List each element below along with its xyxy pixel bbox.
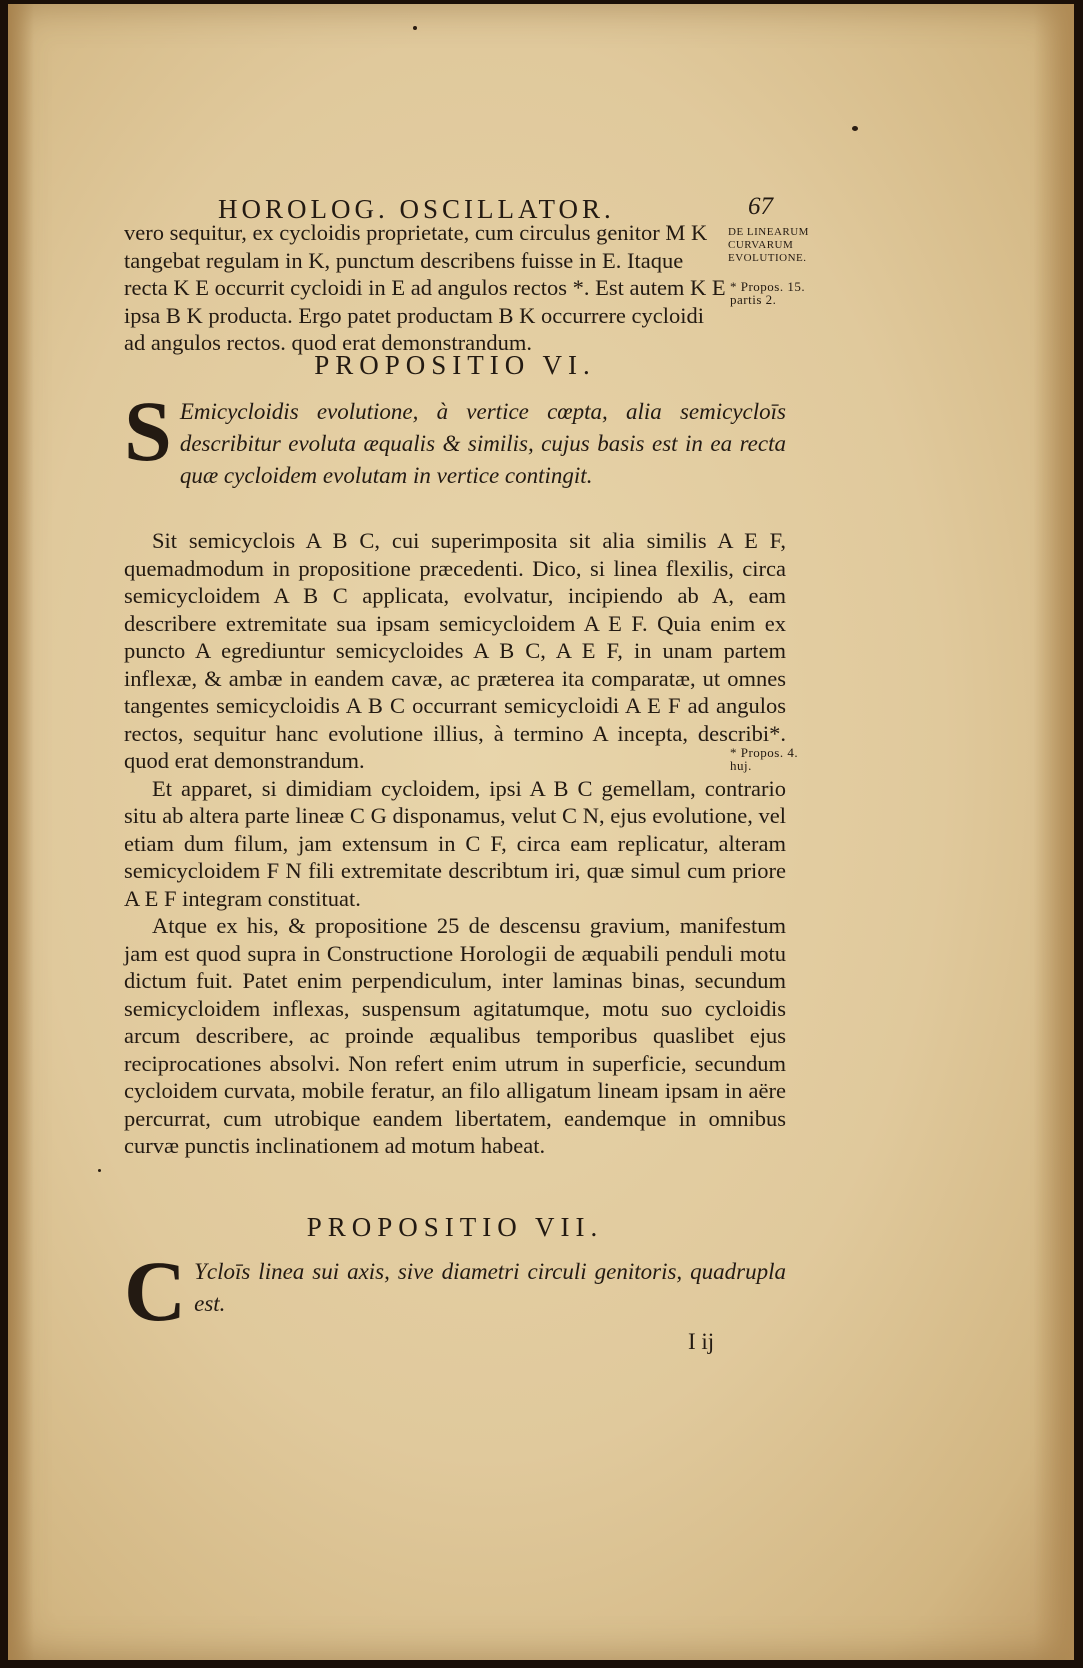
paragraph: Atque ex his, & propositione 25 de descensu gravium, manifestum jam est quod supra in Constructione Horologii de æquabili penduli motu dictum fuit. Patet enim perpendiculum, inter laminas binas, secundum semicycloidem inflexas, suspensum agitatumque, motu suo cycloidis arcum describere, ac proinde æqualibus temporibus quaslibet ejus reciprocationes absolvi. Non refert enim utrum in superficie, secundum cycloidem curvata, mobile feratur, an filo alligatum lineam ipsam in aëre percurrat, cum utrobique eandem libertatem, eandemque in omnibus curvæ punctis inclinationem ad motum habeat.: [124, 913, 786, 1158]
continuation-text: [124, 219, 786, 357]
proposition-enunciation: [124, 1243, 786, 1339]
ink-spot: [852, 126, 858, 131]
text-line: vero sequitur, ex cycloidis proprietate, cum circulus genitor M K: [124, 220, 708, 245]
margin-line: DE LINEARUM: [728, 226, 809, 238]
running-title: HOROLOG. OSCILLATOR.: [218, 194, 615, 224]
margin-line: CURVARUM: [728, 239, 794, 251]
proposition-title: PROPOSITIO VII.: [306, 1212, 604, 1242]
drop-cap: C: [124, 1243, 187, 1339]
paragraph: Sit semicyclois A B C, cui superimposita sit alia similis A E F, quemadmodum in propositione præcedenti. Dico, si linea flexilis, circa semicycloidem A B C applicata, evolvatur, incipiendo ab A, eam describere extremitate sua ipsam semicycloidem A E F. Quia enim ex puncto A egrediuntur semicycloides A B C, A E F, in unam partem inflexæ, & ambæ in eandem cavæ, ac præterea ita comparatæ, ut omnes tangentes semicycloidis A B C occurrant semicycloidi A E F ad angulos rectos, sequitur hanc evolutione illius, à termino A incepta, describi*. quod erat demonstrandum.: [124, 528, 786, 773]
ink-spot: [98, 1169, 101, 1172]
page-left-edge-shadow: [8, 4, 34, 1660]
margin-line: * Propos. 15.: [730, 279, 806, 294]
margin-line: EVOLUTIONE.: [728, 252, 807, 264]
page-right-edge-shadow: [1034, 4, 1074, 1660]
signature-mark: I ij: [688, 1329, 715, 1354]
enunciation-text: Emicycloidis evolutione, à vertice cœpta, alia semicycloīs describitur evoluta æqualis & similis, cujus basis est in ea recta quæ cycloidem evolutam in vertice contingit.: [179, 399, 786, 488]
text-line: ad angulos rectos. quod erat demonstrandum.: [124, 330, 533, 355]
paragraph: Et apparet, si dimidiam cycloidem, ipsi A B C gemellam, contrario situ ab altera parte lineæ C G disponamus, velut C N, ejus evolutione, vel etiam dum filum, jam extensum in C F, circa eam replicatur, alteram semicycloidem F N fili extremitate describtum iri, quæ simul cum priore A E F integram constituat.: [124, 775, 786, 911]
margin-line: huj.: [730, 758, 752, 773]
ink-spot: [413, 26, 417, 30]
enunciation-text: Ycloīs linea sui axis, sive diametri circuli genitoris, quadrupla est.: [194, 1259, 786, 1316]
book-page: [8, 4, 1074, 1660]
drop-cap: S: [124, 383, 172, 479]
margin-line: * Propos. 4.: [730, 745, 799, 760]
page-number: 67: [748, 193, 773, 220]
margin-section-heading: [728, 226, 809, 265]
proposition-title: PROPOSITIO VI.: [314, 350, 596, 380]
proof-text: [124, 527, 786, 1160]
margin-line: partis 2.: [730, 292, 777, 307]
text-line: tangebat regulam in K, punctum describens fuisse in E. Itaque: [124, 247, 684, 273]
text-line: ipsa B K producta. Ergo patet productam B K occurrere cycloidi: [124, 302, 705, 328]
text-line: recta K E occurrit cycloidi in E ad angulos rectos *. Est autem K E: [124, 275, 726, 300]
margin-reference-note: [730, 746, 798, 772]
margin-reference-note: [730, 280, 805, 306]
proposition-enunciation: [124, 383, 786, 492]
